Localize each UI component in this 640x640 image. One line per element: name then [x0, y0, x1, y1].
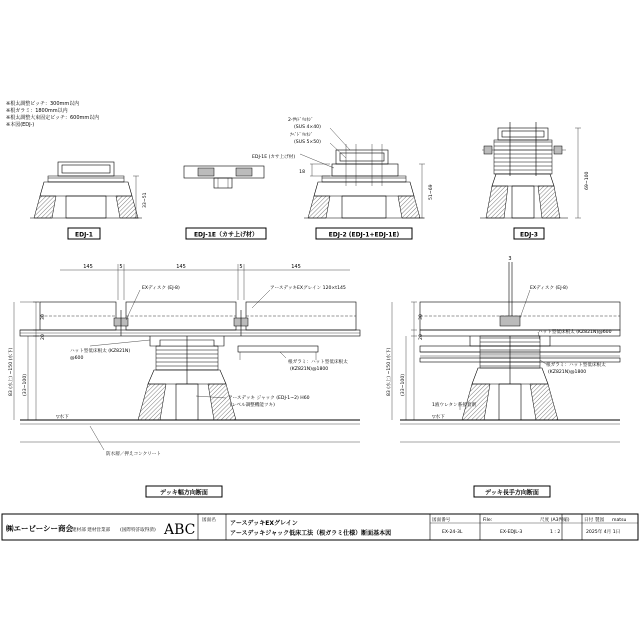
tb-logo: ABC — [164, 522, 196, 538]
s2-label-disk: EXディスク (EJ-8) — [530, 286, 568, 291]
s2-label-garami2: (KZ821N)@1800 — [548, 370, 587, 375]
s2-label-gl: ▽水下 — [432, 415, 445, 420]
dim-18: 18 — [299, 170, 305, 175]
s1-label-hat-pitch: @600 — [70, 356, 84, 361]
label-edj1e-note: EDJ-1E (カサ上げ材) — [252, 155, 296, 160]
tb-name2: アースデッキジャック低床工法（根ガラミ仕様）断面基本図 — [230, 530, 392, 537]
tb-name-label: 図面名 — [202, 518, 216, 523]
section1-drawing — [14, 264, 360, 450]
note-4: ※本図(EDJ-) — [6, 122, 35, 128]
tb-company: ㈱エービーシー商会 — [6, 524, 74, 533]
s1-label-jack1: アースデッキ ジャック (EDJ-1~2) H60 — [228, 396, 310, 401]
s1-label-jack2: (レベル調整機能ツキ) — [230, 403, 275, 408]
label-screw1: 2-ｻｷﾄﾞﾘﾙﾈｼﾞ — [288, 118, 314, 123]
s2-label-garami1: 根ガラミ：ハット型低床根太 — [546, 363, 606, 368]
s1-dim-3: 145 — [176, 264, 186, 270]
note-1: ※根太調整ピッチ：300mm以内 — [6, 101, 80, 107]
dim-51-69: 51~69 — [429, 184, 434, 200]
label-screw2-spec: (SUS 5×50) — [294, 140, 321, 145]
s2-dim-h20: 20 — [419, 334, 424, 340]
tb-scale-label: 尺度 (A3判縮) — [540, 518, 570, 523]
s1-dim-4: 5 — [239, 264, 243, 270]
s2-dim-h83: 83 (水上) ~150 (水下) — [387, 347, 392, 396]
s1-label-gl: ▽水下 — [56, 415, 69, 420]
s2-dim-h33: (33~100) — [401, 373, 406, 396]
section2-drawing — [392, 262, 620, 442]
tb-drawing-no-label: 図面番号 — [432, 518, 451, 523]
s1-dim-h83: 83 (水上) ~150 (水下) — [9, 347, 14, 396]
s2-dim-h30: 30 — [419, 314, 424, 320]
notes — [6, 100, 99, 128]
s1-dim-2: 5 — [119, 264, 123, 270]
s2-dim-3: 3 — [508, 256, 512, 262]
s1-dim-h33: (33~100) — [23, 373, 28, 396]
section2-title: デッキ長手方向断面 — [485, 489, 539, 497]
tb-date-label: 日付 — [584, 518, 594, 523]
tb-file-label: File: — [483, 518, 493, 523]
part-edj3-drawing — [480, 122, 590, 218]
tb-file: EX-EDJL-3 — [500, 530, 523, 535]
s1-dim-h30: 30 — [41, 314, 46, 320]
tb-drawing-no: EX-24-3L — [442, 530, 463, 535]
dim-33-51: 33~51 — [143, 192, 148, 208]
tb-scale: 1 : 2 — [550, 530, 561, 535]
s1-label-garami2: (KZ821N)@1800 — [290, 367, 329, 372]
part-edj1-drawing — [30, 162, 148, 218]
tb-author-label: 製図 — [595, 518, 605, 523]
s2-label-hat: ハット型低床根太 (KZ821N)@600 — [538, 330, 612, 335]
label-screw2: ﾅﾍﾞﾄﾞﾘﾙﾈｼﾞ — [290, 133, 313, 138]
s1-label-concrete: 防水層／押えコンクリート — [106, 452, 162, 457]
tb-author: matsu — [612, 518, 627, 523]
part-edj2-label: EDJ-2 (EDJ-1+EDJ-1E) — [328, 231, 400, 239]
s1-dim-5: 145 — [291, 264, 301, 270]
part-edj1-label: EDJ-1 — [75, 231, 93, 239]
dim-69-100: 69~100 — [585, 171, 590, 190]
part-edj1e-label: EDJ-1E（カサ上げ材） — [193, 231, 259, 239]
s1-label-disk: EXディスク (EJ-8) — [142, 286, 180, 291]
s1-dim-1: 145 — [83, 264, 93, 270]
section1-title: デッキ幅方向断面 — [160, 489, 208, 497]
s1-dim-h20: 20 — [41, 334, 46, 340]
tb-name1: アースデッキEXグレイン — [230, 520, 298, 527]
tb-logo-note: (国際特許取得済) — [120, 528, 156, 533]
s1-label-garami1: 根ガラミ：ハット型低床根太 — [288, 360, 348, 365]
s1-label-board: アースデッキEXグレイン 120×t145 — [270, 286, 346, 291]
note-3: ※根太調整大束固定ピッチ：600mm以内 — [6, 115, 100, 121]
note-2: ※根ガラミ：1800mm以内 — [6, 108, 68, 114]
s2-label-sealant: 1液ウレタン系接着剤 — [432, 403, 477, 408]
tb-company-sub: 建材部 建材営業部 — [72, 528, 111, 533]
tb-date: 2025年 4月 1日 — [586, 530, 621, 535]
label-screw1-spec: (SUS 4×40) — [294, 125, 321, 130]
s1-label-hat: ハット型低床根太 (KZ821N) — [70, 349, 131, 354]
part-edj3-label: EDJ-3 — [520, 231, 538, 239]
part-edj1e-drawing — [184, 166, 264, 188]
